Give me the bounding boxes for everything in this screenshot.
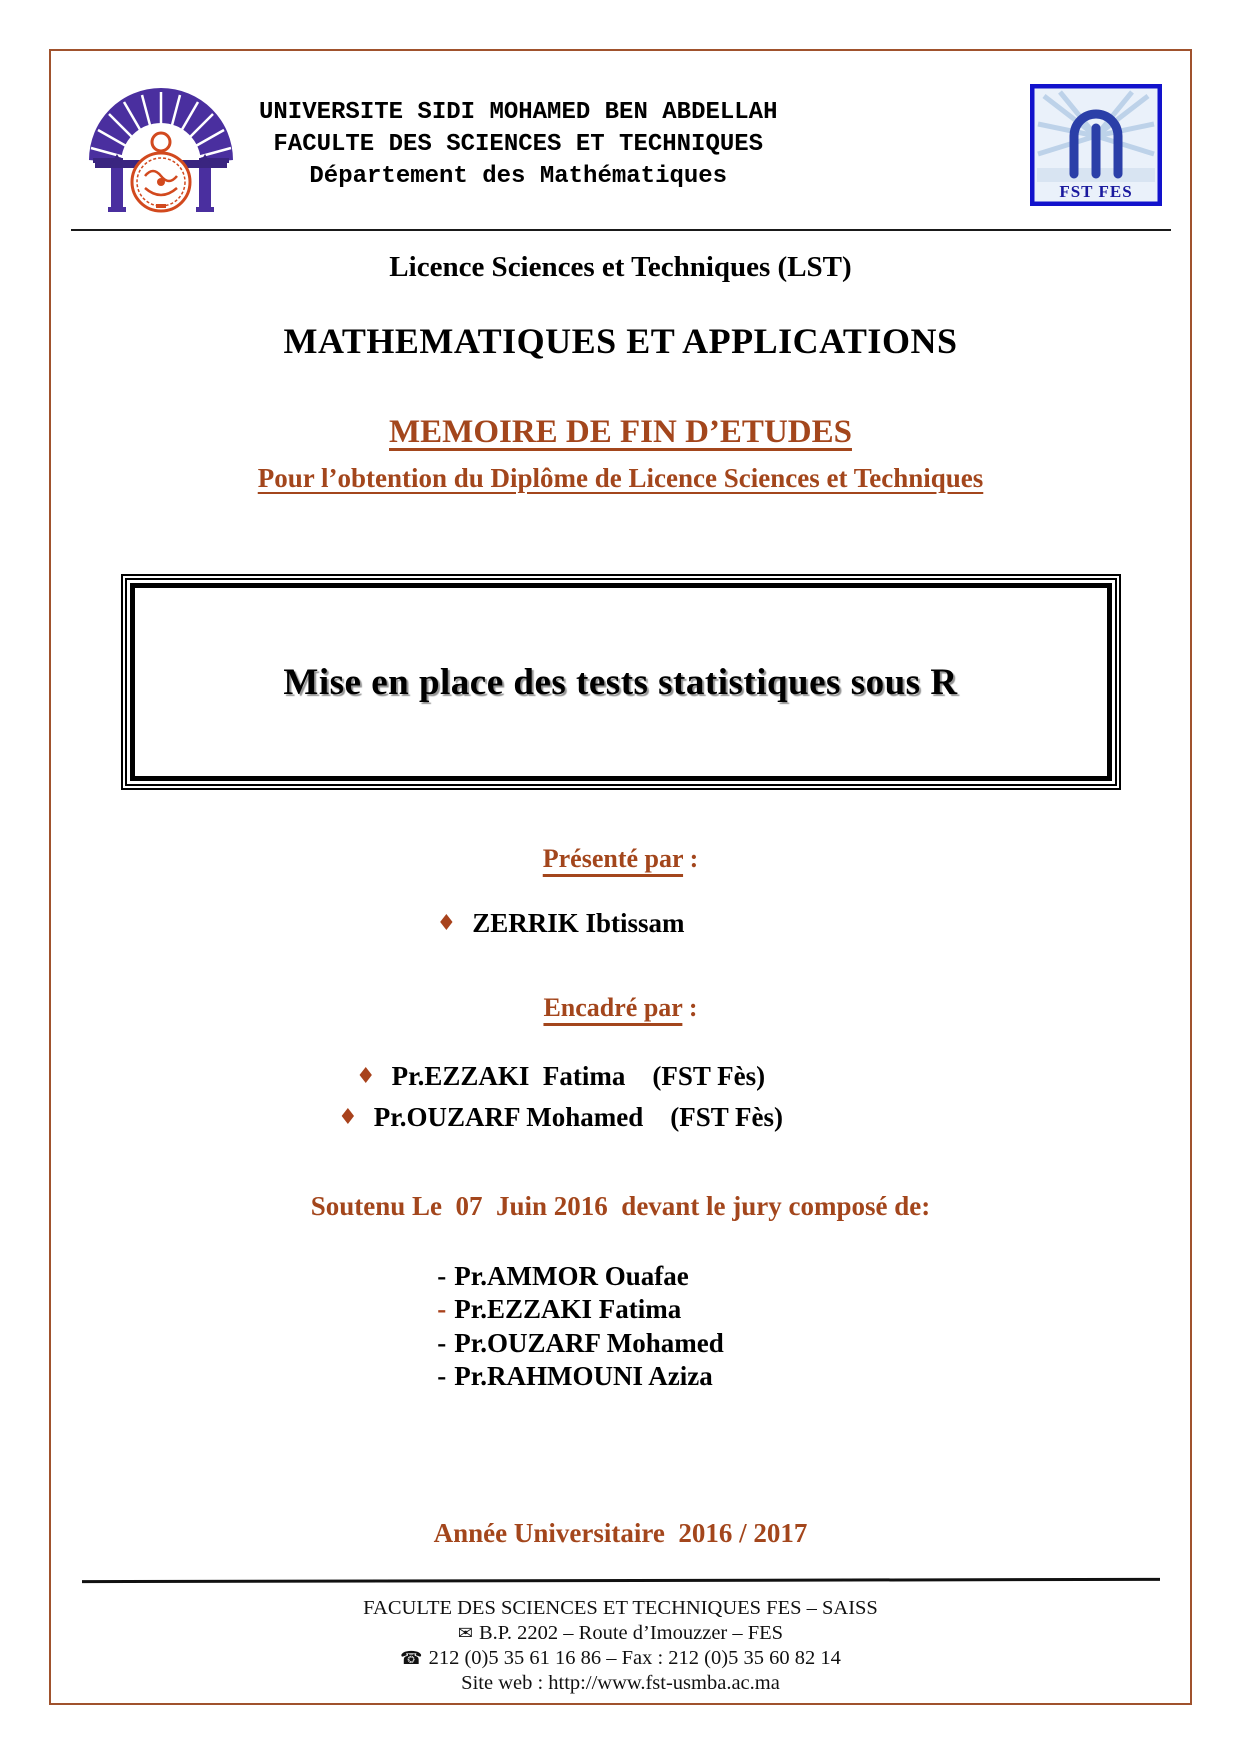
jury-dash: -	[437, 1327, 447, 1358]
usmba-crest-logo	[85, 76, 237, 214]
supervisor-row	[356, 1061, 765, 1092]
purpose-subtitle: Pour l’obtention du Diplôme de Licence Sciences et Techniques	[257, 463, 984, 493]
footer-phone-text: 212 (0)5 35 61 16 86 – Fax : 212 (0)5 35 60 82 14	[428, 1646, 841, 1669]
footer-divider	[81, 1578, 1159, 1583]
memoire-title: MEMOIRE DE FIN D’ETUDES	[389, 414, 852, 450]
supervised-by-label: Encadré par	[543, 993, 683, 1022]
footer-website-line: Site web : http://www.fst-usmba.ac.ma	[461, 1671, 780, 1694]
jury-member-row	[437, 1327, 724, 1360]
jury-dash: -	[437, 1361, 447, 1392]
phone-icon: ☎	[400, 1647, 423, 1669]
footer-phone-line	[51, 1646, 1190, 1671]
jury-member-name: Pr.RAHMOUNI Aziza	[454, 1361, 713, 1392]
jury-dash: -	[437, 1294, 447, 1325]
supervisor-name: Pr.EZZAKI Fatima (FST Fès)	[391, 1061, 766, 1091]
footer-address-line	[51, 1621, 1190, 1646]
page-frame	[49, 49, 1192, 1705]
department-name: Département des Mathématiques	[309, 162, 728, 190]
fst-fes-seal-logo	[1030, 84, 1162, 206]
student-row	[436, 908, 684, 939]
header-institution-block	[259, 97, 777, 192]
presented-by-heading	[51, 844, 1190, 874]
jury-member-row	[437, 1293, 724, 1326]
diamond-bullet-icon: ♦	[355, 1064, 376, 1089]
specialty-title: MATHEMATIQUES ET APPLICATIONS	[283, 321, 958, 361]
jury-list	[437, 1260, 724, 1394]
diamond-bullet-icon: ♦	[436, 911, 457, 936]
footer-address-text: B.P. 2202 – Route d’Imouzzer – FES	[479, 1621, 784, 1644]
jury-member-row	[437, 1260, 724, 1293]
mail-icon: ✉	[457, 1622, 473, 1644]
presented-by-label: Présenté par	[542, 844, 684, 873]
fst-fes-caption: FST FES	[1059, 182, 1133, 201]
supervisor-name: Pr.OUZARF Mohamed (FST Fès)	[373, 1102, 783, 1132]
academic-year: Année Universitaire 2016 / 2017	[433, 1517, 808, 1548]
program-title: Licence Sciences et Techniques (LST)	[389, 251, 852, 283]
university-name: UNIVERSITE SIDI MOHAMED BEN ABDELLAH	[259, 99, 778, 127]
diamond-bullet-icon: ♦	[338, 1105, 358, 1130]
jury-member-name: Pr.OUZARF Mohamed	[454, 1327, 724, 1358]
thesis-title: Mise en place des tests statistiques sous R	[283, 661, 958, 703]
footer-faculty-line: FACULTE DES SCIENCES ET TECHNIQUES FES – SAISS	[363, 1596, 878, 1619]
header	[51, 51, 1190, 215]
thesis-title-box	[121, 574, 1121, 790]
supervised-by-heading	[51, 993, 1190, 1023]
jury-dash: -	[437, 1261, 447, 1291]
header-divider	[71, 229, 1171, 231]
faculty-name: FACULTE DES SCIENCES ET TECHNIQUES	[273, 131, 764, 159]
supervisor-row	[338, 1102, 783, 1133]
student-name: ZERRIK Ibtissam	[472, 908, 685, 938]
jury-member-name: Pr.AMMOR Ouafae	[454, 1261, 689, 1291]
footer	[51, 1596, 1190, 1696]
jury-member-name: Pr.EZZAKI Fatima	[454, 1294, 682, 1325]
presented-by-colon: :	[683, 844, 699, 873]
jury-member-row	[437, 1360, 724, 1393]
supervised-by-colon: :	[682, 993, 698, 1022]
defense-statement: Soutenu Le 07 Juin 2016 devant le jury composé de:	[310, 1191, 931, 1221]
